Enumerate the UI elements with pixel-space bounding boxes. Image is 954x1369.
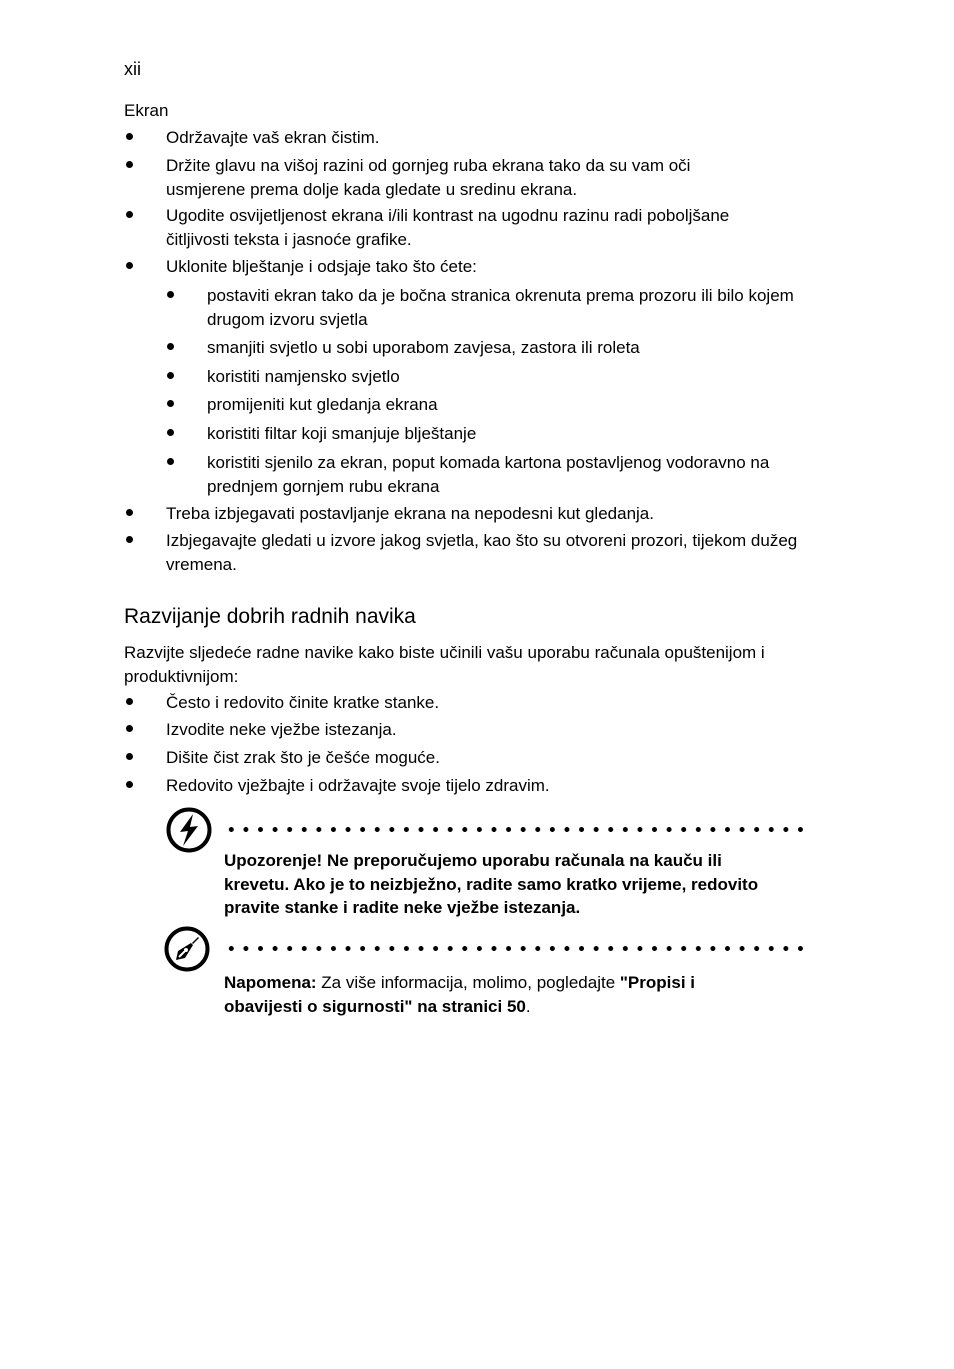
bullet (167, 372, 174, 379)
list-item: Uklonite blještanje i odsjaje tako što ćete: (166, 257, 477, 276)
section-label: Ekran (124, 101, 169, 120)
bullet (167, 343, 174, 350)
warning-lightning-icon (166, 807, 212, 853)
warning-dotted-divider (224, 827, 812, 832)
habits-intro: Razvijte sljedeće radne navike kako biste učinili vašu uporabu računala opuštenijom i produktivnijom: (124, 643, 765, 686)
habits-heading: Razvijanje dobrih radnih navika (124, 605, 416, 628)
bullet (126, 753, 133, 760)
list-item: Održavajte vaš ekran čistim. (166, 128, 380, 147)
bullet (167, 458, 174, 465)
note-dotted-divider (224, 946, 812, 951)
bullet (126, 725, 133, 732)
bullet (167, 400, 174, 407)
bullet (126, 161, 133, 168)
list-item: postaviti ekran tako da je bočna stranica okrenuta prema prozoru ili bilo kojem drugom izvoru svjetla (207, 286, 794, 329)
note-label: Napomena: (224, 973, 317, 992)
list-item: Izvodite neke vježbe istezanja. (166, 720, 397, 739)
list-item: Često i redovito činite kratke stanke. (166, 693, 440, 712)
note-body: Za više informacija, molimo, pogledajte (316, 973, 620, 992)
bullet (126, 211, 133, 218)
note-text (224, 971, 764, 1018)
warning-text: Upozorenje! Ne preporučujemo uporabu računala na kauču ili krevetu. Ako je to neizbježno, radite samo kratko vrijeme, redovito pravite stanke i radite neke vježbe istezanja. (224, 851, 759, 917)
list-item: smanjiti svjetlo u sobi uporabom zavjesa, zastora ili roleta (207, 338, 640, 357)
list-item: Treba izbjegavati postavljanje ekrana na nepodesni kut gledanja. (166, 504, 654, 523)
note-reference-link[interactable]: "Propisi i obavijesti o sigurnosti" na stranici 50 (224, 973, 696, 1016)
list-item: Ugodite osvijetljenost ekrana i/ili kontrast na ugodnu razinu radi poboljšane čitljivosti teksta i jasnoće grafike. (166, 206, 730, 249)
bullet (126, 509, 133, 516)
note-pen-icon (164, 926, 210, 972)
bullet (126, 262, 133, 269)
list-item: koristiti namjensko svjetlo (207, 367, 400, 386)
note-end: . (525, 996, 531, 1016)
bullet (126, 698, 133, 705)
bullet (126, 781, 133, 788)
list-item: koristiti filtar koji smanjuje blještanje (207, 424, 477, 443)
list-item: Držite glavu na višoj razini od gornjeg ruba ekrana tako da su vam oči usmjerene prema dolje kada gledate u sredinu ekrana. (166, 156, 691, 199)
list-item: Izbjegavajte gledati u izvore jakog svjetla, kao što su otvoreni prozori, tijekom dužeg vremena. (166, 531, 798, 574)
list-item: Dišite čist zrak što je češće moguće. (166, 748, 440, 767)
page-number: xii (124, 59, 141, 79)
bullet (167, 429, 174, 436)
bullet (167, 291, 174, 298)
bullet (126, 536, 133, 543)
list-item: promijeniti kut gledanja ekrana (207, 395, 438, 414)
list-item: koristiti sjenilo za ekran, poput komada kartona postavljenog vodoravno na prednjem gornjem rubu ekrana (207, 453, 770, 496)
bullet (126, 133, 133, 140)
list-item: Redovito vježbajte i održavajte svoje tijelo zdravim. (166, 776, 550, 795)
